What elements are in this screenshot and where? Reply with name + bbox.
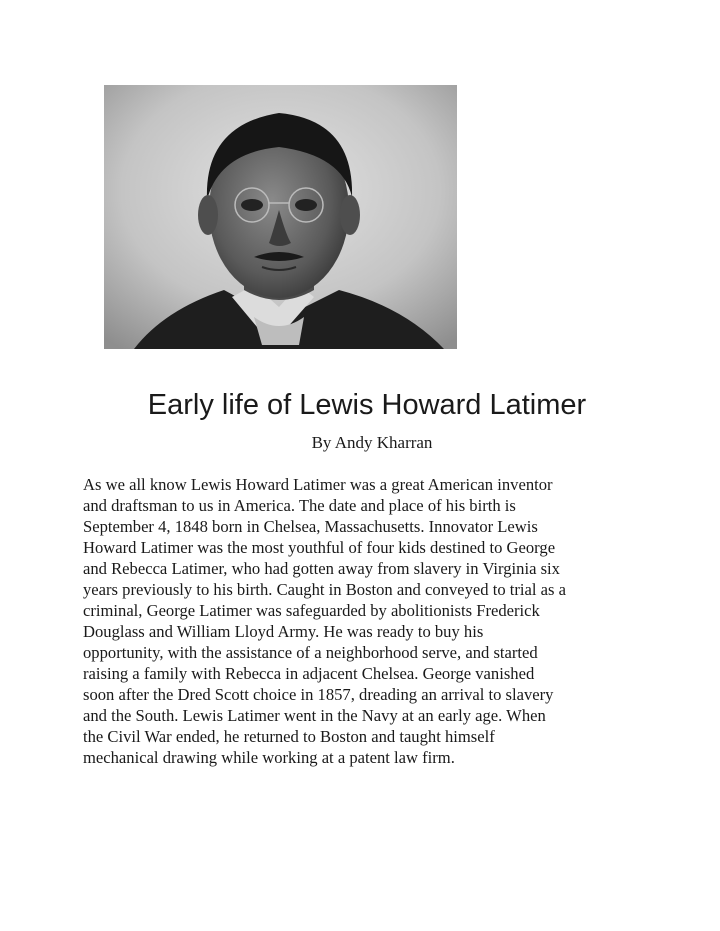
- body-paragraph: [83, 474, 643, 768]
- paragraph-line: Howard Latimer was the most youthful of four kids destined to George: [83, 538, 556, 557]
- paragraph-line: September 4, 1848 born in Chelsea, Massachusetts. Innovator Lewis: [83, 517, 538, 536]
- paragraph-line: and the South. Lewis Latimer went in the Navy at an early age. When: [83, 706, 546, 725]
- paragraph-line: mechanical drawing while working at a patent law firm.: [83, 748, 455, 767]
- author-byline: By Andy Kharran: [311, 433, 433, 452]
- paragraph-line: opportunity, with the assistance of a neighborhood serve, and started: [83, 643, 538, 662]
- paragraph-line: years previously to his birth. Caught in Boston and conveyed to trial as a: [83, 580, 566, 599]
- paragraph-line: and Rebecca Latimer, who had gotten away from slavery in Virginia six: [83, 559, 560, 578]
- paragraph-line: As we all know Lewis Howard Latimer was a great American inventor: [83, 475, 553, 494]
- paragraph-line: raising a family with Rebecca in adjacent Chelsea. George vanished: [83, 664, 535, 683]
- paragraph-line: criminal, George Latimer was safeguarded by abolitionists Frederick: [83, 601, 540, 620]
- paragraph-line: the Civil War ended, he returned to Boston and taught himself: [83, 727, 495, 746]
- portrait-photo: [104, 85, 457, 349]
- paragraph-line: Douglass and William Lloyd Army. He was ready to buy his: [83, 622, 484, 641]
- paragraph-line: and draftsman to us in America. The date and place of his birth is: [83, 496, 516, 515]
- document-title: Early life of Lewis Howard Latimer: [147, 389, 587, 421]
- paragraph-line: soon after the Dred Scott choice in 1857, dreading an arrival to slavery: [83, 685, 554, 704]
